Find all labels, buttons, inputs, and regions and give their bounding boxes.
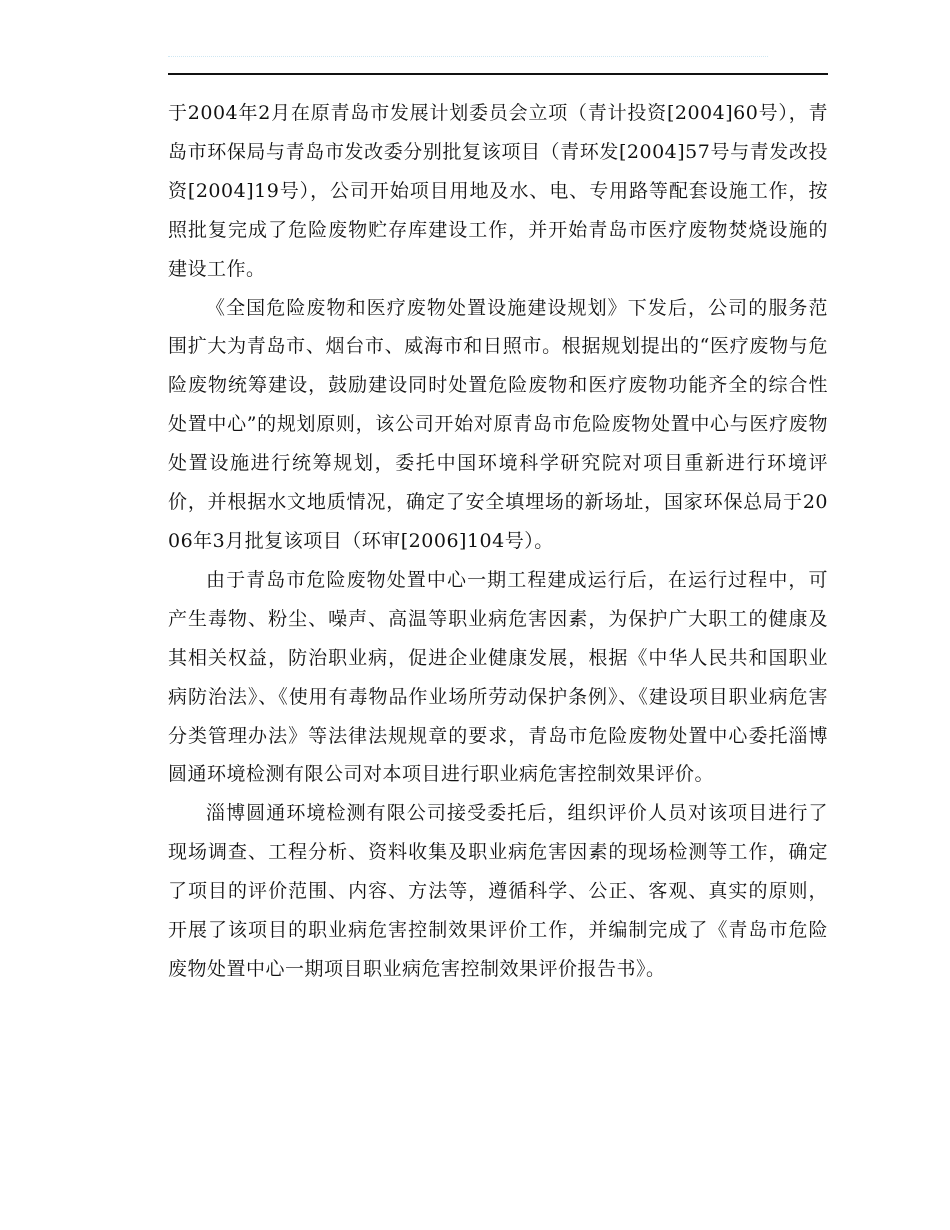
body-text — [168, 94, 828, 989]
paragraph-planning: 《全国危险废物和医疗废物处置设施建设规划》下发后，公司的服务范围扩大为青岛市、烟台市、威海市和日照市。根据规划提出的“医疗废物与危险废物统筹建设，鼓励建设同时处置危险废物和医疗废物功能齐全的综合性处置中心”的规划原则，该公司开始对原青岛市危险废物处置中心与医疗废物处置设施进行统筹规划，委托中国环境科学研究院对项目重新进行环境评价，并根据水文地质情况，确定了安全填埋场的新场址，国家环保总局于2006年3月批复该项目（环审[2006]104号）。 — [168, 296, 828, 552]
paragraph-continued: 于2004年2月在原青岛市发展计划委员会立项（青计投资[2004]60号），青岛市环保局与青岛市发改委分别批复该项目（青环发[2004]57号与青发改投资[2004]19号），公司开始项目用地及水、电、专用路等配套设施工作，按照批复完成了危险废物贮存库建设工作，并开始青岛市医疗废物焚烧设施的建设工作。 — [168, 102, 828, 280]
paragraph-hazards: 由于青岛市危险废物处置中心一期工程建成运行后，在运行过程中，可产生毒物、粉尘、噪声、高温等职业病危害因素，为保护广大职工的健康及其相关权益，防治职业病，促进企业健康发展，根据《中华人民共和国职业病防治法》、《使用有毒物品作业场所劳动保护条例》、《建设项目职业病危害分类管理办法》等法律法规规章的要求，青岛市危险废物处置中心委托淄博圆通环境检测有限公司对本项目进行职业病危害控制效果评价。 — [168, 568, 828, 786]
header-rule — [168, 73, 828, 75]
header-faint-line — [168, 56, 768, 57]
paragraph-evaluation: 淄博圆通环境检测有限公司接受委托后，组织评价人员对该项目进行了现场调查、工程分析、资料收集及职业病危害因素的现场检测等工作，确定了项目的评价范围、内容、方法等，遵循科学、公正、客观、真实的原则，开展了该项目的职业病危害控制效果评价工作，并编制完成了《青岛市危险废物处置中心一期项目职业病危害控制效果评价报告书》。 — [168, 802, 828, 980]
